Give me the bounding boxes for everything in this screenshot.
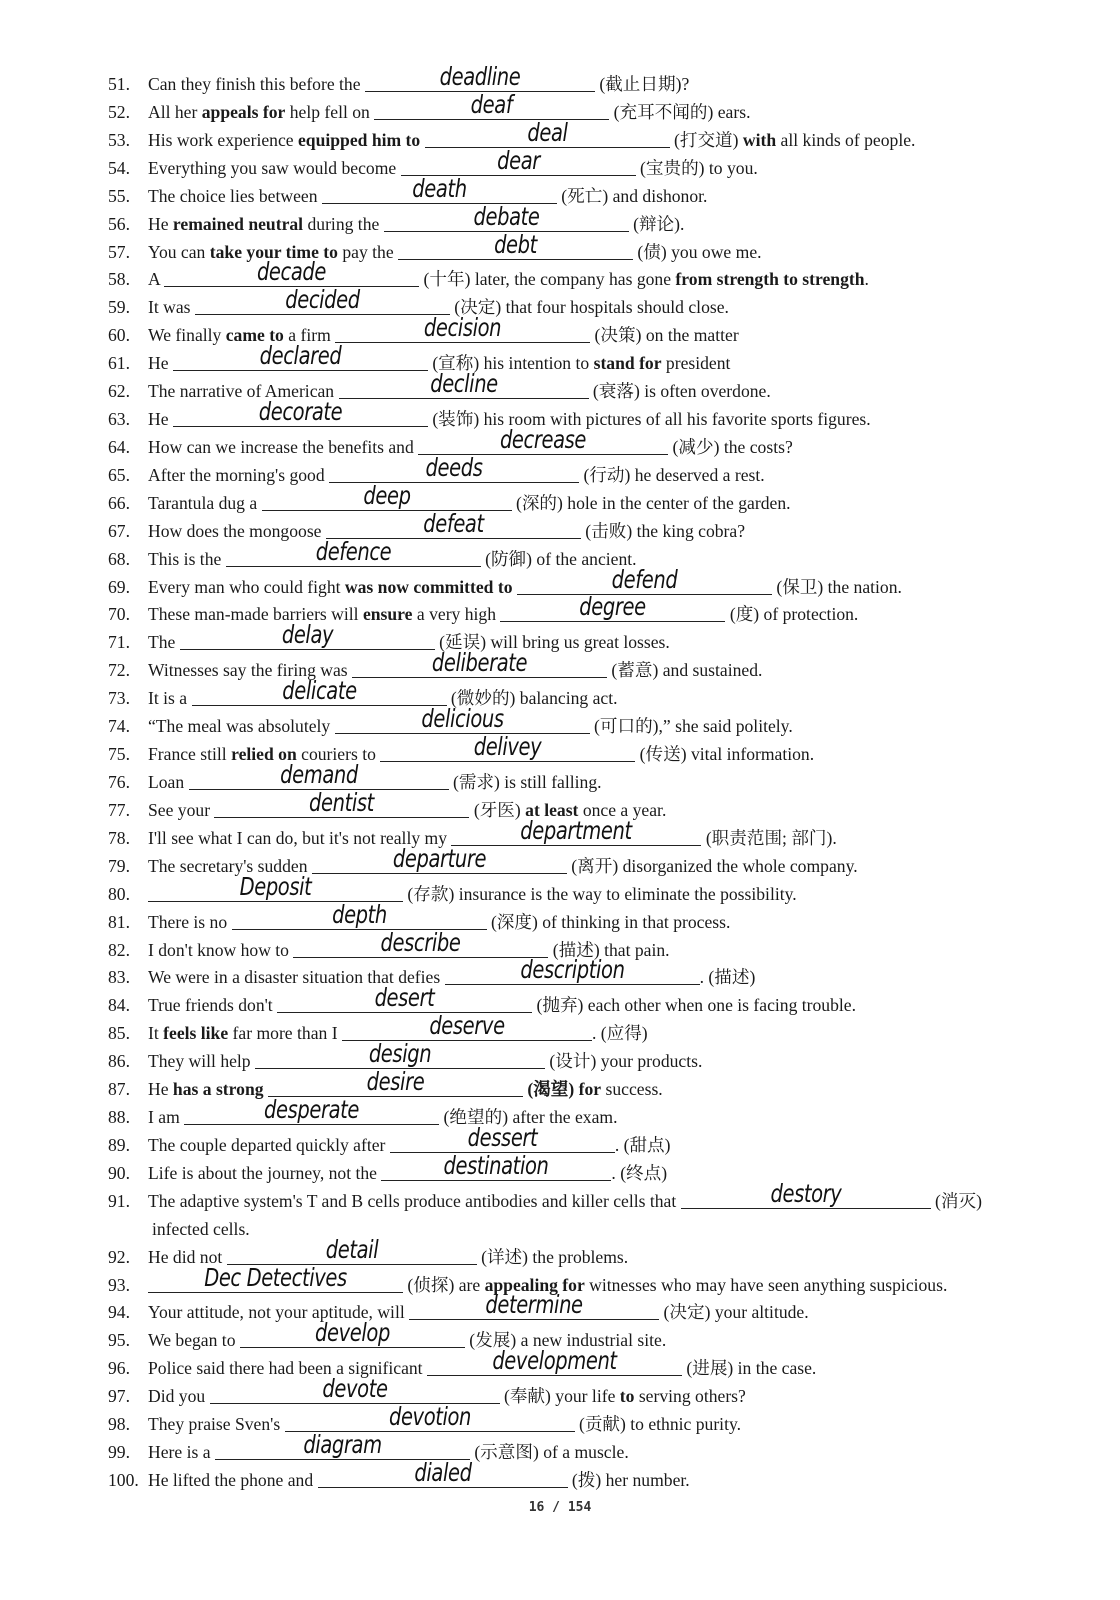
handwritten-answer: depth [331,899,387,929]
item-number: 65. [108,464,130,485]
item-number: 90. [108,1162,130,1183]
handwritten-answer: deaf [470,89,513,119]
item-number: 64. [108,436,130,457]
page-total: 154 [567,1500,592,1515]
item-number: 96. [108,1358,130,1379]
item-number: 92. [108,1246,130,1267]
sentence-after: (保卫) the nation. [771,576,902,597]
item-number: 55. [108,185,130,206]
sentence-before: It was [148,297,195,318]
answer-blank[interactable] [352,648,607,678]
handwritten-answer: desperate [264,1095,360,1125]
item-number: 98. [108,1414,130,1435]
handwritten-answer: decrease [500,424,587,454]
sentence-before: We began to [148,1330,240,1351]
item-number: 62. [108,381,130,402]
handwritten-answer: decline [429,369,498,399]
item-number: 58. [108,269,130,290]
answer-blank[interactable] [192,676,447,706]
handwritten-answer: desert [374,983,435,1013]
sentence-after: (度) of protection. [725,604,859,625]
item-number: 81. [108,911,130,932]
sentence-after: (蓄意) and sustained. [607,660,763,681]
handwritten-answer: decade [257,257,327,287]
handwritten-answer: debate [473,201,540,231]
answer-blank[interactable] [195,285,450,315]
sentence-after: (防御) of the ancient. [480,548,637,569]
answer-blank[interactable] [148,1262,403,1293]
item-number: 75. [108,744,130,765]
sentence-before: How does the mongoose [148,520,326,541]
sentence-after: (贡献) to ethnic purity. [574,1414,742,1435]
sentence-after: (充耳不闻的) ears. [609,101,751,122]
sentence-before: How can we increase the benefits and [148,436,419,457]
answer-blank[interactable] [425,117,670,148]
answer-blank[interactable] [374,89,609,120]
answer-blank[interactable] [681,1178,931,1209]
item-number: 54. [108,157,130,178]
sentence-after: (宝贵的) to you. [635,157,758,178]
item-number: 52. [108,101,130,122]
sentence-before: The [148,632,180,653]
handwritten-answer: describe [380,927,461,957]
exercise-item [108,1290,1040,1324]
exercise-item [108,1458,1040,1492]
sentence-after: (传送) vital information. [635,744,815,765]
exercise-item [108,899,1040,934]
exercise-item [108,480,1040,515]
sentence-after: (行动) he deserved a rest. [579,464,765,485]
handwritten-answer: demand [279,760,358,789]
handwritten-answer: delay [281,620,333,650]
handwritten-answer: diagram [303,1430,382,1460]
sentence-after: (侦探) are appealing for witnesses who may have seen anything suspicious. [403,1274,948,1295]
sentence-after: (决定) your altitude. [659,1302,809,1323]
sentence-before: He [148,409,173,430]
sentence-after: (深度) of thinking in that process. [486,911,731,932]
exercise-item [108,1011,1040,1045]
sentence-before: There is no [148,911,232,932]
item-number: 89. [108,1134,130,1155]
item-number: 79. [108,855,130,876]
sentence-after: (截止日期)? [594,74,690,94]
sentence-after: (描述) that pain. [548,939,670,960]
answer-blank[interactable] [335,704,590,734]
handwritten-answer: death [412,173,467,203]
exercise-item [108,983,1040,1017]
handwritten-answer: deadline [439,62,521,91]
sentence-after: (微妙的) balancing act. [446,688,618,709]
sentence-before: They praise Sven's [148,1414,285,1435]
handwritten-answer: dear [496,145,540,175]
sentence-after: (详述) the problems. [476,1246,629,1267]
sentence-after: (击败) the king cobra? [580,520,746,541]
sentence-before: See your [148,799,215,820]
sentence-after: . (终点) [611,1162,668,1183]
exercise-item [108,452,1040,487]
sentence-before: Witnesses say the firing was [148,660,353,681]
item-number: 100. [108,1470,139,1490]
sentence-before: The couple departed quickly after [148,1134,390,1155]
handwritten-answer: determine [485,1290,583,1320]
sentence-after: (职责范围; 部门). [701,827,837,848]
sentence-before: It is a [148,688,192,709]
handwritten-answer: development [492,1346,617,1376]
handwritten-answer: description [520,955,625,985]
answer-blank[interactable] [427,1346,682,1376]
sentence-before: It feels like far more than I [148,1023,342,1044]
handwritten-answer: departure [392,843,487,873]
answer-blank[interactable] [214,787,469,818]
sentence-after: (债) you owe me. [633,241,762,262]
item-number: 57. [108,241,130,262]
item-number: 82. [108,939,130,960]
item-number: 70. [108,604,130,625]
exercise-item [108,1178,1040,1241]
exercise-item [108,341,1040,375]
sentence-before: Life is about the journey, not the [148,1162,382,1183]
sentence-before: “The meal was absolutely [148,716,335,737]
exercise-item [108,955,1040,989]
sentence-before: The narrative of American [148,381,339,402]
handwritten-answer: delivey [473,732,542,762]
sentence-before: All her appeals for help fell on [148,101,375,122]
handwritten-answer: destory [770,1178,842,1208]
handwritten-answer: debt [494,229,537,259]
exercise-item [108,508,1040,543]
item-number: 84. [108,995,130,1016]
item-number: 76. [108,772,130,792]
handwritten-answer: deliberate [431,648,528,678]
sentence-before: True friends don't [148,995,278,1016]
item-number: 61. [108,353,130,374]
handwritten-answer: devote [322,1374,388,1404]
answer-blank[interactable] [173,397,428,427]
exercise-item [108,1430,1040,1464]
answer-blank[interactable] [335,313,590,343]
sentence-after: (渴望) for success. [527,1079,663,1100]
sentence-before: We finally came to a firm [148,325,336,346]
sentence-after: (辩论). [628,213,685,234]
sentence-after: (发展) a new industrial site. [464,1330,667,1351]
answer-blank[interactable] [339,369,589,399]
answer-blank[interactable] [173,341,428,371]
sentence-before: We were in a disaster situation that defies [148,967,445,988]
item-number: 56. [108,213,130,234]
sentence-after: (决定) that four hospitals should close. [449,297,729,318]
sentence-after: (装饰) his room with pictures of all his favorite sports figures. [427,409,871,430]
item-number: 68. [108,548,130,569]
sentence-before: Police said there had been a significant [148,1358,427,1379]
item-number: 78. [108,827,130,848]
exercise-item [108,1374,1040,1408]
sentence-after: (消灭) [930,1190,982,1211]
sentence-before: Can they finish this before the [148,74,365,94]
item-number: 88. [108,1107,130,1128]
sentence-after: . (描述) [699,967,756,988]
item-number: 87. [108,1079,130,1100]
handwritten-answer: delicate [281,676,357,706]
sentence-after: (设计) your products. [545,1051,703,1072]
sentence-before: After the morning's good [148,464,330,485]
handwritten-answer: defeat [423,508,484,538]
sentence-before: A [148,269,165,290]
exercise-item [108,285,1040,319]
sentence-after: (奉献) your life to serving others? [499,1386,746,1407]
handwritten-answer: decision [424,313,502,343]
answer-blank[interactable] [318,1458,568,1488]
answer-blank[interactable] [226,536,481,567]
sentence-after: (减少) the costs? [668,436,793,457]
sentence-before: He has a strong [148,1079,264,1100]
item-number: 80. [108,883,130,904]
handwritten-answer: delicious [420,704,504,734]
sentence-after: (宣称) his intention to stand for president [427,353,731,374]
handwritten-answer: department [520,815,633,845]
sentence-before: Everything you saw would become [148,157,401,178]
sentence-continuation: infected cells. [152,1218,250,1239]
sentence-before: His work experience equipped him to [148,129,421,150]
item-number: 63. [108,409,130,430]
sentence-before: I don't know how to [148,939,294,960]
item-number: 71. [108,632,130,653]
handwritten-answer: declared [259,341,342,371]
answer-blank[interactable] [409,1290,659,1320]
answer-blank[interactable] [500,592,725,622]
sentence-before: Every man who could fight was now committed to [148,576,513,597]
sentence-after: . (甜点) [614,1134,671,1155]
sentence-before: Did you [148,1386,210,1407]
sentence-before: He lifted the phone and [148,1470,318,1490]
item-number: 53. [108,129,130,150]
handwritten-answer: dentist [309,787,375,817]
item-number: 77. [108,799,130,820]
sentence-after: (可口的),” she said politely. [589,716,793,737]
handwritten-answer: degree [579,592,647,622]
handwritten-answer: detail [325,1234,378,1264]
sentence-before: You can take your time to pay the [148,241,399,262]
sentence-before: Here is a [148,1442,215,1463]
sentence-after: (决策) on the matter [590,325,739,346]
sentence-before: Loan [148,772,189,792]
item-number: 66. [108,492,130,513]
sentence-after: (拨) her number. [567,1470,690,1490]
sentence-after: (深的) hole in the center of the garden. [511,492,791,513]
item-number: 83. [108,967,130,988]
sentence-after: (进展) in the case. [681,1358,817,1379]
sentence-before: He did not [148,1246,227,1267]
answer-blank[interactable] [451,815,701,846]
item-number: 59. [108,297,130,318]
sentence-before: These man-made barriers will ensure a very high [148,604,501,625]
answer-blank[interactable] [293,927,548,958]
handwritten-answer: dialed [413,1458,472,1487]
sentence-before: He remained neutral during the [148,213,384,234]
exercise-item [108,815,1040,850]
handwritten-answer: Dec Detectives [204,1262,347,1292]
exercise-item [108,424,1040,459]
item-number: 95. [108,1330,130,1351]
item-number: 86. [108,1051,130,1072]
item-number: 94. [108,1302,130,1323]
sentence-after: (延误) will bring us great losses. [434,632,670,653]
exercise-item [108,871,1040,906]
answer-blank[interactable] [240,1318,465,1348]
handwritten-answer: dessert [467,1122,538,1152]
item-number: 97. [108,1386,130,1407]
exercise-item [108,676,1040,710]
handwritten-answer: Deposit [239,871,312,901]
item-number: 74. [108,716,130,737]
answer-blank[interactable] [398,229,633,260]
sentence-before: This is the [148,548,226,569]
sentence-after: (示意图) of a muscle. [469,1442,629,1463]
item-number: 60. [108,325,130,346]
sentence-before: I am [148,1107,185,1128]
item-number: 99. [108,1442,130,1463]
handwritten-answer: design [368,1039,432,1069]
handwritten-answer: defend [611,564,678,594]
handwritten-answer: destination [443,1150,549,1180]
item-number: 91. [108,1190,130,1211]
answer-blank[interactable] [312,843,567,874]
exercise-item [108,1039,1040,1073]
answer-blank[interactable] [445,955,700,985]
answer-blank[interactable] [381,1150,611,1181]
handwritten-answer: decided [285,285,360,315]
item-number: 93. [108,1274,130,1295]
sentence-before: I'll see what I can do, but it's not really my [148,827,452,848]
sentence-before: He [148,353,173,374]
page-footer [0,1500,1120,1515]
sentence-after: . (应得) [591,1023,648,1044]
sentence-before: They will help [148,1051,256,1072]
item-number: 67. [108,520,130,541]
handwritten-answer: devotion [388,1402,471,1432]
item-number: 69. [108,576,130,597]
page-number: 16 [528,1500,545,1515]
sentence-before: Tarantula dug a [148,492,262,513]
sentence-after: (需求) is still falling. [448,772,602,792]
item-number: 85. [108,1023,130,1044]
sentence-after: (存款) insurance is the way to eliminate the possibility. [403,883,797,904]
handwritten-answer: defence [315,536,391,566]
sentence-before: The choice lies between [148,185,322,206]
sentence-before: Your attitude, not your aptitude, will [148,1302,410,1323]
sentence-before: France still relied on couriers to [148,744,381,765]
sentence-after: (衰落) is often overdone. [588,381,771,402]
exercise-item [108,145,1040,180]
item-number: 72. [108,660,130,681]
handwritten-answer: deep [362,480,411,510]
handwritten-answer: deal [527,117,568,147]
sentence-after: (牙医) at least once a year. [469,799,667,820]
answer-blank[interactable] [184,1095,439,1125]
sentence-before: The adaptive system's T and B cells produce antibodies and killer cells that [148,1190,681,1211]
page-separator: / [544,1500,568,1515]
handwritten-answer: deeds [425,452,483,482]
sentence-after: (死亡) and dishonor. [556,185,708,206]
sentence-before: The secretary's sudden [148,855,312,876]
item-number: 73. [108,688,130,709]
handwritten-answer: deserve [429,1011,505,1041]
sentence-after: (离开) disorganized the whole company. [566,855,858,876]
sentence-after: (打交道) with all kinds of people. [669,129,916,150]
sentence-after: (抛弃) each other when one is facing trouble. [532,995,856,1016]
sentence-after: (绝望的) after the exam. [439,1107,618,1128]
item-number: 51. [108,74,130,94]
sentence-after: (十年) later, the company has gone from strength to strength. [419,269,869,290]
handwritten-answer: develop [314,1318,390,1348]
handwritten-answer: decorate [258,397,343,427]
answer-blank[interactable] [380,732,635,762]
handwritten-answer: desire [366,1067,425,1097]
answer-blank[interactable] [180,620,435,650]
